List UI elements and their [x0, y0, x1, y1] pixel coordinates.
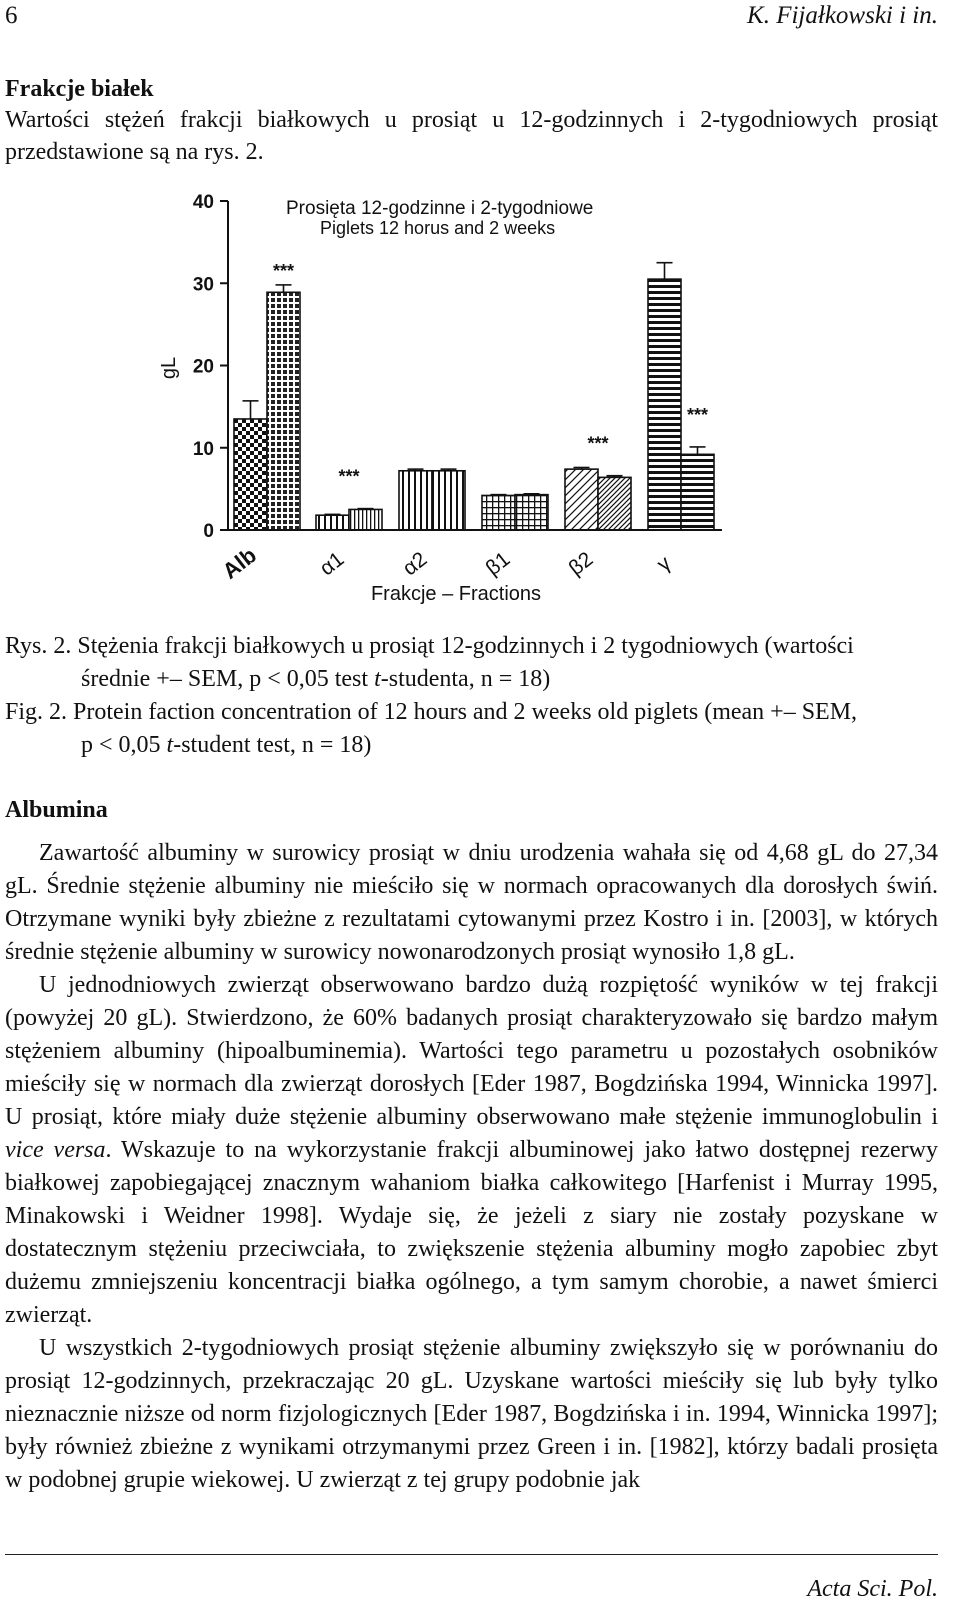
x-axis-label: Frakcje – Fractions: [370, 583, 542, 605]
caption-pl-line2-b: -studenta, n = 18): [380, 666, 551, 692]
caption-pl-line2-a: średnie +– SEM, p < 0,05 test: [81, 666, 375, 692]
x-tick-label-1: α1: [315, 547, 349, 581]
bar-2w: [515, 495, 548, 530]
bar-2w: [432, 471, 465, 530]
caption-en-text: Protein faction concentration of 12 hours and 2 weeks old piglets (mean +– SEM,: [73, 699, 858, 725]
footer-divider: [5, 1554, 938, 1555]
significance-marker: ***: [587, 433, 609, 454]
x-tick-label-5: γ: [652, 551, 676, 577]
caption-pl-line2: [5, 663, 942, 696]
caption-pl-line1: [5, 630, 942, 663]
chart-title: Prosięta 12-godzinne i 2-tygodniowe: [286, 198, 594, 219]
significance-marker: ***: [686, 404, 709, 425]
intro-section: [5, 74, 938, 168]
x-tick-label-3: β1: [481, 547, 515, 581]
significance-marker: ***: [272, 260, 295, 281]
bar-12h: [565, 469, 598, 530]
caption-en-line2: [5, 729, 942, 762]
chart-subtitle: Piglets 12 horus and 2 weeks: [320, 218, 556, 238]
albumina-p2-part-a: U jednodniowych zwierząt obserwowano bardzo dużą rozpiętość wyników w tej frakcji (powyżej 20 gL). Stwierdzono, że 60% badanych prosiąt charakteryzowało się bardzo małym stężeniem albuminy (hipoalbuminemia). Wartości tego parametru u pozostałych osobników mieściły się w normach dla zwierząt dorosłych [Eder 1987, Bogdzińska 1994, Winnicka 1997]. U prosiąt, które miały duże stężenie albuminy obserwowano małe stężenie immunoglobulin i: [5, 972, 938, 1130]
x-tick-label-2: α2: [398, 547, 432, 581]
bar-2w: [598, 477, 631, 530]
journal-name: Acta Sci. Pol.: [807, 1576, 938, 1602]
x-tick-label-0: Alb: [217, 542, 262, 584]
significance-marker: ***: [338, 466, 360, 487]
caption-pl-text: Stężenia frakcji białkowych u prosiąt 12-godzinnych i 2 tygodniowych (wartości: [77, 633, 854, 659]
bar-12h: [399, 471, 432, 530]
caption-en-line2-b: -student test, n = 18): [173, 732, 372, 758]
section-heading-albumina: Albumina: [5, 797, 108, 823]
figure-caption-polish: [5, 630, 942, 696]
protein-fractions-chart: [150, 183, 760, 620]
y-tick-label: 10: [192, 438, 214, 460]
caption-pl-label: Rys. 2.: [5, 633, 72, 659]
intro-paragraph: Wartości stężeń frakcji białkowych u prosiąt u 12-godzinnych i 2-tygodniowych prosiąt przedstawione są na rys. 2.: [5, 107, 938, 165]
caption-en-line1: [5, 696, 942, 729]
bar-12h: [316, 515, 349, 530]
page-number: 6: [5, 2, 18, 29]
caption-pl-line2-t: t: [374, 666, 381, 692]
x-tick-label-4: β2: [564, 547, 598, 581]
bar-12h: [482, 495, 515, 530]
bar-12h: [234, 419, 267, 530]
y-axis-label: gL: [158, 356, 180, 380]
caption-en-line2-a: p < 0,05: [81, 732, 167, 758]
y-tick-label: 30: [192, 274, 214, 296]
bar-2w: [681, 454, 714, 530]
y-tick-label: 20: [192, 356, 214, 378]
caption-en-line2-t: t: [166, 732, 174, 758]
caption-en-label: Fig. 2.: [5, 699, 68, 725]
bar-12h: [648, 279, 681, 530]
albumina-p2-italic: vice versa: [5, 1137, 106, 1163]
albumina-paragraph-1: Zawartość albuminy w surowicy prosiąt w dniu urodzenia wahała się od 4,68 gL do 27,34 gL. Średnie stężenie albuminy nie mieściło się w normach opracowanych dla dorosłych świń. Otrzymane wyniki były zbieżne z rezultatami cytowanymi przez Kostro i in. [2003], w których średnie stężenie albuminy w surowicy nowonarodzonych prosiąt wynosiło 1,8 gL.: [5, 840, 938, 965]
running-head-authors: K. Fijałkowski i in.: [747, 2, 938, 29]
y-tick-label: 0: [203, 521, 214, 542]
albumina-section: [5, 795, 938, 1497]
bar-2w: [267, 292, 300, 530]
albumina-p2-part-b: . Wskazuje to na wykorzystanie frakcji albuminowej jako łatwo dostępnej rezerwy białkowej zapobiegającej znacznym wahaniom białka całkowitego [Harfenist i Murray 1995, Minakowski i Weidner 1998]. Wydaje się, że jeżeli z siary nie zostały pozyskane w dostatecznym stężeniu przeciwciała, to zwiększenie stężenia albuminy mogło zapobiec zbyt dużemu zmniejszeniu koncentracji białka ogólnego, a tym samym chorobie, a nawet śmierci zwierząt.: [5, 1137, 938, 1328]
bar-2w: [349, 509, 382, 530]
albumina-paragraph-3: U wszystkich 2-tygodniowych prosiąt stężenie albuminy zwiększyło się w porównaniu do prosiąt 12-godzinnych, przekraczając 20 gL. Uzyskane wartości mieściły się lub były tylko nieznacznie niższe od norm fizjologicznych [Eder 1987, Bogdzińska i in. 1994, Winnicka 1997]; były również zbieżne z wynikami otrzymanymi przez Green i in. [1982], którzy badali prosięta w podobnej grupie wiekowej. U zwierząt z tej grupy podobnie jak: [5, 1335, 938, 1493]
y-tick-label: 40: [192, 192, 214, 213]
figure-caption-english: [5, 696, 942, 762]
section-heading-protein-fractions: Frakcje białek: [5, 76, 154, 102]
albumina-paragraph-2: [5, 969, 938, 1332]
